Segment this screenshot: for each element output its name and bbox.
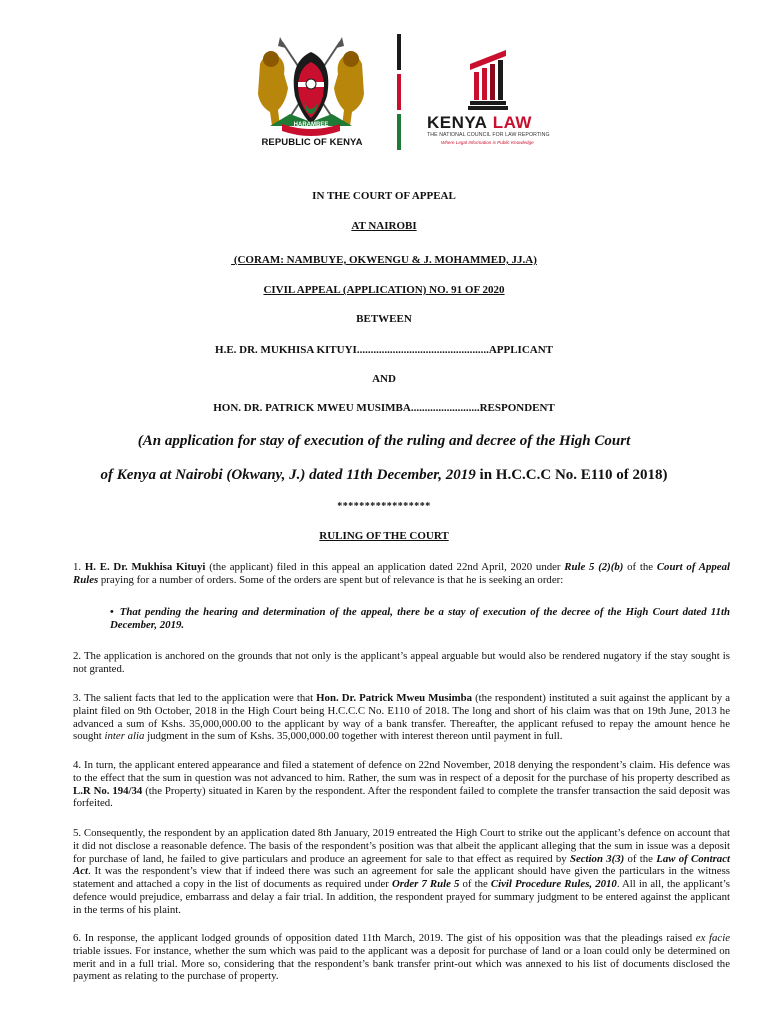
between-label: BETWEEN: [356, 313, 412, 325]
coat-of-arms-motto: HARAMBEE: [293, 122, 329, 128]
kenya-law-pillars-icon: [466, 46, 510, 112]
paragraph-5: [73, 827, 730, 917]
p4-text-2: (the Property) situated in Karen by the respondent. After the respondent failed to complete the transfer transaction the said deposit was forfeited.: [73, 784, 730, 810]
applicant-line: H.E. DR. MUKHISA KITUYI................................................APPLICANT: [215, 344, 553, 356]
paragraph-6: [73, 932, 730, 983]
paragraph-2: 2. The application is anchored on the grounds that not only is the applicant’s appeal arguable but would also be rendered nugatory if the stay sought is not granted.: [73, 650, 730, 675]
p1-number: 1.: [73, 561, 85, 573]
p5-section-ref: Section 3(3): [569, 852, 625, 865]
p3-text-3: judgment in the sum of Kshs. 35,000,000.00 together with interest thereon until payment in full.: [144, 730, 563, 743]
p1-text-3: praying for a number of orders. Some of the orders are spent but of relevance is that he is seeking an order:: [98, 573, 564, 586]
p6-latin: ex facie: [695, 932, 730, 944]
order-bullet-text: That pending the hearing and determination of the appeal, there be a stay of execution of the decree of the High Court dated 11th December, 2019.: [110, 606, 730, 631]
kenya-law-subtitle: THE NATIONAL COUNCIL FOR LAW REPORTING: [427, 132, 550, 138]
application-description-line2: [0, 467, 768, 484]
p5-act-name: Law of Contract Act: [73, 852, 730, 878]
republic-of-kenya-label: REPUBLIC OF KENYA: [261, 137, 363, 148]
case-number: CIVIL APPEAL (APPLICATION) NO. 91 OF 2020: [263, 284, 505, 296]
p3-respondent-name: Hon. Dr. Patrick Mweu Musimba: [316, 692, 472, 704]
p5-text-3: . It was the respondent’s view that if indeed there was such an agreement for sale the applicant should have given the particulars in the witness statement and attached a copy in the list of documents as required under: [73, 865, 730, 891]
application-description-line1: (An application for stay of execution of the ruling and decree of the High Court: [137, 433, 631, 449]
kenya-law-tagline: Where Legal Information is Public Knowledge: [441, 140, 534, 145]
p4-text-1: 4. In turn, the applicant entered appearance and filed a statement of defence on 22nd November, 2018 denying the respondent’s claim. His defence was to the effect that the sum in question was not advanced to him. Rather, the sum was in respect of a deposit for the purchase of his property described as: [73, 759, 730, 784]
p5-text-4: of the: [459, 878, 491, 891]
separator-stars: *****************: [337, 501, 431, 512]
p1-applicant-name: H. E. Dr. Mukhisa Kituyi: [84, 561, 206, 573]
application-line2-italic: of Kenya at Nairobi (Okwany, J.) dated 11th December, 2019: [100, 467, 476, 483]
coram-line: (CORAM: NAMBUYE, OKWENGU & J. MOHAMMED, JJ.A): [231, 254, 537, 266]
kenya-law-name-part2: LAW: [492, 113, 532, 132]
p1-rule-ref: Rule 5 (2)(b): [564, 561, 624, 573]
court-location: AT NAIROBI: [351, 220, 417, 232]
ruling-title: RULING OF THE COURT: [319, 530, 449, 542]
p4-lr-number: L.R No. 194/34: [73, 784, 143, 797]
p5-text-1: 5. Consequently, the respondent by an application dated 8th January, 2019 entreated the High Court to strike out the applicant’s defence on account that it did not disclose a reasonable defence. The basis of the respondent’s position was that albeit the applicant alleging that the sum in issue was a deposit for purchase of land, he failed to give particulars and produce an agreement for sale to that effect as required by: [73, 827, 730, 865]
p3-text-1: 3. The salient facts that led to the application were that: [73, 692, 317, 704]
p1-text-2: of the: [623, 561, 657, 573]
p3-text-2: (the respondent) instituted a suit against the applicant by a plaint filed on 9th October, 2018 in the High Court being H.C.C.C No. E110 of 2018. The long and short of his claim was that on 19th June, 2013 he advanced a sum of Kshs. 35,000,000.00 to the applicant by way of a bank transfer. Thereafter, the applicant refused to repay the amount hence he sought: [73, 692, 730, 743]
header-logos: [0, 30, 768, 155]
flag-divider-bar: [397, 34, 401, 150]
order-bullet: [110, 606, 730, 632]
p5-text-2: of the: [624, 852, 657, 865]
bullet-dot-icon: •: [110, 606, 114, 618]
p1-text-1: (the applicant) filed in this appeal an application dated 22nd April, 2020 under: [205, 561, 565, 573]
p6-text-2: triable issues. For instance, whether the sum which was paid to the applicant was a deposit for purchase of land or a loan could only be determined on merit and in a full trial. More so, considering that the respondent’s bank transfer print-out which was annexed to his list of documents disclosed the payment as relating to the purchase of property.: [73, 944, 730, 983]
kenya-law-name-part1: KENYA: [427, 113, 488, 132]
respondent-line: HON. DR. PATRICK MWEU MUSIMBA.........................RESPONDENT: [213, 402, 555, 414]
court-name: IN THE COURT OF APPEAL: [312, 190, 456, 202]
kenya-coat-of-arms-icon: [252, 34, 370, 154]
paragraph-4: [73, 759, 730, 810]
p5-text-5: . All in all, the applicant’s defence would prejudice, embarrass and delay a fair trial. In addition, the respondent prayed for summary judgment to be entered against the applicant in the terms of his plaint.: [73, 878, 731, 916]
p5-order-ref: Order 7 Rule 5: [391, 878, 460, 891]
application-line2-plain: in H.C.C.C No. E110 of 2018): [475, 467, 668, 483]
paragraph-3: [73, 692, 730, 743]
paragraph-1: [73, 561, 730, 587]
p3-latin: inter alia: [104, 730, 145, 743]
p1-rules-name: Court of Appeal Rules: [73, 561, 730, 586]
kenya-law-logo: [427, 113, 532, 133]
p6-text-1: 6. In response, the applicant lodged grounds of opposition dated 11th March, 2019. The gist of his opposition was that the pleadings raised: [73, 932, 696, 944]
and-label: AND: [372, 373, 396, 385]
p5-cpr-name: Civil Procedure Rules, 2010: [490, 878, 617, 891]
